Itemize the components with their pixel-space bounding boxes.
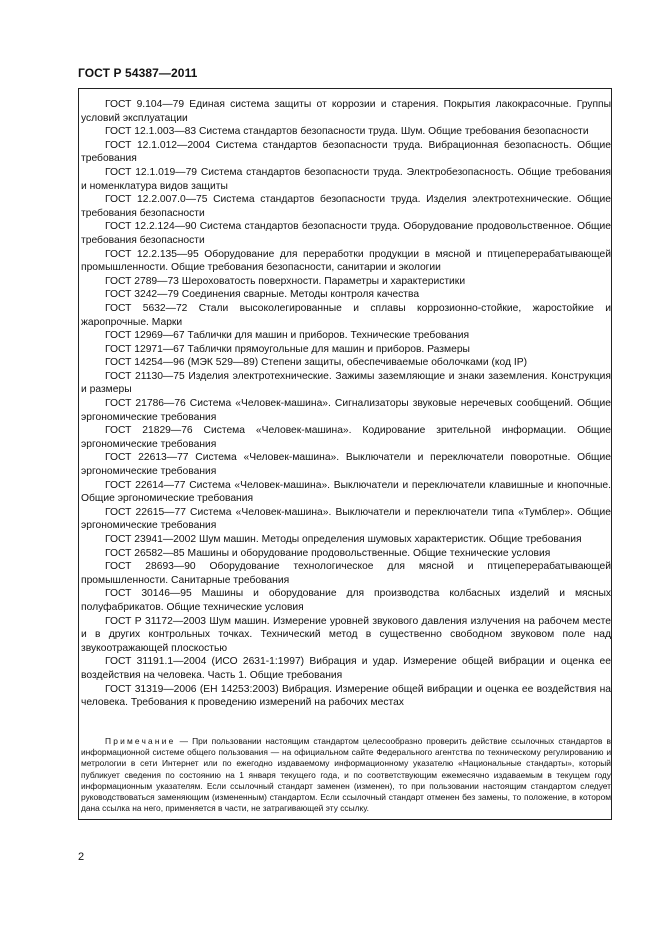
reference-item: ГОСТ 12.1.012—2004 Система стандартов безопасности труда. Вибрационная безопасность. Общие требования [81,139,611,165]
reference-item: ГОСТ 12971—67 Таблички прямоугольные для машин и приборов. Размеры [105,343,470,355]
reference-item: ГОСТ 22613—77 Система «Человек-машина». Выключатели и переключатели поворотные. Общие эргономические требования [81,452,611,478]
reference-item: ГОСТ 21786—76 Система «Человек-машина». Сигнализаторы звуковые неречевых сообщений. Общие эргономические требования [81,398,611,423]
document-header: ГОСТ Р 54387—2011 [78,66,198,80]
reference-item: ГОСТ 22615—77 Система «Человек-машина». Выключатели и переключатели типа «Тумблер». Общие эргономические требования [81,506,611,532]
reference-item: ГОСТ 5632—72 Стали высоколегированные и сплавы коррозионно-стойкие, жаростойкие и жаропрочные. Марки [81,302,611,328]
reference-item: ГОСТ 9.104—79 Единая система защиты от коррозии и старения. Покрытия лакокрасочные. Группы условий эксплуатации [81,99,611,124]
reference-item: ГОСТ 21130—75 Изделия электротехнические. Зажимы заземляющие и знаки заземления. Конструкция и размеры [81,370,611,396]
reference-item: ГОСТ 28693—90 Оборудование технологическое для мясной и птицеперерабатывающей промышленности. Санитарные требования [81,561,611,586]
reference-item: ГОСТ 31319—2006 (ЕН 14253:2003) Вибрация. Измерение общей вибрации и оценка ее воздействия на человека. Требования к проведению измерений на рабочих местах [81,683,611,709]
reference-item: ГОСТ 21829—76 Система «Человек-машина». Кодирование зрительной информации. Общие эргономические требования [81,425,611,450]
reference-item: ГОСТ 30146—95 Машины и оборудование для производства колбасных изделий и мясных полуфабрикатов. Общие технические условия [81,588,611,613]
reference-item: ГОСТ 12.1.019—79 Система стандартов безопасности труда. Электробезопасность. Общие требования и номенклатура видов защиты [81,166,611,192]
note-label: Примечание [105,736,176,746]
reference-item: ГОСТ Р 31172—2003 Шум машин. Измерение уровней звукового давления излучения на рабочем месте и в других контрольных точках. Технический метод в существенно свободном звуковом поле над звукоотражающей плоскостью [81,615,611,654]
note-text: — При пользовании настоящим стандартом целесообразно проверить действие ссылочных стандартов в информационной системе общего пользования — на официальном сайте Федерального агентства по техническому регулированию и метрологии в сети Интернет или по ежегодно издаваемому информационному указателю «Национальные стандарты», который публикует сведения по состоянию на 1 января текущего года, и по соответствующим ежемесячно издаваемым в текущем году информационным указателям. Если ссылочный стандарт заменен (изменен), то при пользовании настоящим стандартом следует руководствоваться заменяющим (измененным) стандартом. Если ссылочный стандарт отменен без замены, то положение, в котором дана ссылка на него, применяется в части, не затрагивающей эту ссылку. [81,736,612,814]
reference-item: ГОСТ 22614—77 Система «Человек-машина». Выключатели и переключатели клавишные и кнопочные. Общие эргономические требования [81,479,611,505]
reference-item: ГОСТ 2789—73 Шероховатость поверхности. Параметры и характеристики [105,275,466,287]
page-number: 2 [78,851,85,863]
reference-item: ГОСТ 14254—96 (МЭК 529—89) Степени защиты, обеспечиваемые оболочками (код IP) [105,357,528,369]
note-block [81,736,611,814]
reference-item: ГОСТ 12.2.124—90 Система стандартов безопасности труда. Оборудование продовольственное. Общие требования безопасности [81,221,611,246]
reference-item: ГОСТ 12969—67 Таблички для машин и приборов. Технические требования [105,330,470,342]
reference-item: ГОСТ 26582—85 Машины и оборудование продовольственные. Общие технические условия [105,547,551,559]
reference-item: ГОСТ 31191.1—2004 (ИСО 2631-1:1997) Вибрация и удар. Измерение общей вибрации и оценка ее воздействия на человека. Часть 1. Общие требования [81,656,611,681]
reference-item: ГОСТ 12.2.007.0—75 Система стандартов безопасности труда. Изделия электротехнические. Общие требования безопасности [81,194,611,219]
reference-item: ГОСТ 23941—2002 Шум машин. Методы определения шумовых характеристик. Общие требования [105,534,582,545]
reference-item: ГОСТ 12.2.135—95 Оборудование для переработки продукции в мясной и птицеперерабатывающей промышленности. Общие требования безопасности, санитарии и экологии [81,248,611,274]
normative-references-list [81,98,611,710]
reference-item: ГОСТ 3242—79 Соединения сварные. Методы контроля качества [105,289,420,301]
reference-item: ГОСТ 12.1.003—83 Система стандартов безопасности труда. Шум. Общие требования безопасности [105,126,589,138]
